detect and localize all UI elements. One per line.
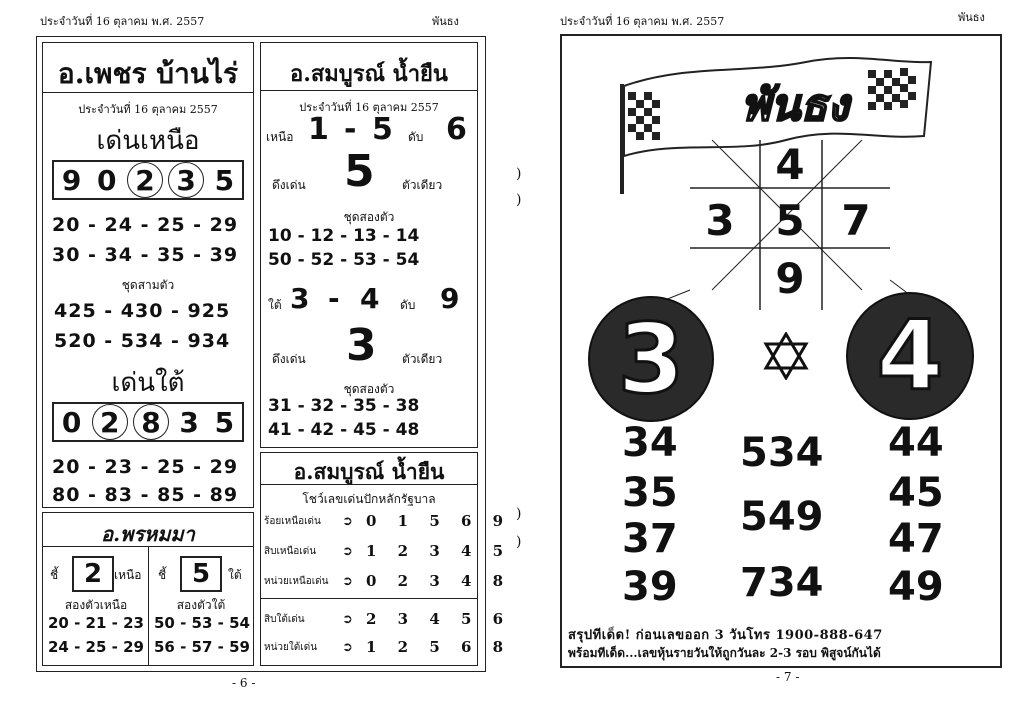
left-col-number: 34	[622, 420, 678, 466]
promma-vertical-divider	[148, 546, 149, 666]
promma-left-post: เหนือ	[114, 568, 142, 582]
col2-top-pair: 10 - 12 - 13 - 14	[268, 226, 420, 246]
grid-center: 5	[775, 196, 805, 245]
col2-top-b: 5	[372, 112, 393, 147]
mid-col-number: 549	[740, 494, 824, 540]
mid-col-number: 734	[740, 560, 824, 606]
digit: 3	[179, 405, 199, 439]
digit: 5	[214, 405, 235, 439]
mid-col-number: 534	[740, 430, 824, 476]
show-row-digits: 0 1 5 6 9	[366, 512, 512, 530]
left-header-date: ประจำวันที่ 16 ตุลาคม พ.ศ. 2557	[40, 15, 205, 28]
right-col-number: 44	[888, 420, 944, 466]
col2-top-single-post: ตัวเดียว	[402, 178, 443, 192]
col1-three-line: 425 - 430 - 925	[54, 300, 231, 322]
right-col-number: 45	[888, 470, 944, 516]
binding-mark: )	[516, 192, 522, 208]
right-col-number: 49	[888, 564, 944, 610]
col2-date: ประจำวันที่ 16 ตุลาคม 2557	[299, 101, 439, 114]
col1-title: อ.เพชร บ้านไร่	[57, 57, 239, 90]
arrow-right-icon: ➲	[342, 544, 353, 559]
show-row-label: ร้อยเหนือเด่น	[264, 516, 321, 527]
show-row-digits: 0 2 3 4 8	[366, 572, 512, 590]
grid-left: 3	[705, 196, 735, 245]
col2-title: อ.สมบูรณ์ น้ำยืน	[290, 61, 448, 87]
promma-right-post: ใต้	[228, 568, 242, 582]
show-row-label: สิบเหนือเด่น	[264, 546, 317, 557]
binding-mark: )	[516, 534, 522, 550]
col1-top-label: เด่นเหนือ	[96, 126, 200, 156]
binding-mark: )	[516, 166, 522, 182]
right-header-date: ประจำวันที่ 16 ตุลาคม พ.ศ. 2557	[560, 15, 725, 28]
right-header-brand: พันธง	[958, 11, 985, 24]
digit: 0	[61, 405, 82, 439]
show-row-label: หน่วยเหนือเด่น	[264, 576, 329, 587]
left-header-brand: พันธง	[432, 15, 459, 28]
col2-top-single-pre: ดึงเด่น	[272, 178, 306, 192]
arrow-right-icon: ➲	[342, 574, 353, 589]
digit-circled: 2	[127, 162, 163, 198]
promma-left-label: สองตัวเหนือ	[64, 598, 128, 612]
col2-top-single: 5	[344, 146, 375, 197]
col1-bottom-line: 80 - 83 - 85 - 89	[52, 484, 239, 506]
digit: 9	[61, 163, 82, 197]
col1-bottom-label: เด่นใต้	[111, 368, 185, 398]
col1-date: ประจำวันที่ 16 ตุลาคม 2557	[78, 103, 218, 116]
col2-bot-dash: -	[328, 282, 340, 315]
grid-top: 4	[775, 140, 805, 189]
left-col-number: 37	[622, 516, 678, 562]
show-row2-digits: 2 3 4 5 6	[366, 610, 512, 628]
col2-bot-c: 9	[440, 282, 460, 315]
digit-circled: 8	[133, 404, 169, 440]
digit: 5	[214, 163, 235, 197]
col2-bot-single-pre: ดึงเด่น	[272, 352, 306, 366]
arrow-right-icon: ➲	[342, 640, 353, 655]
digit: 0	[97, 163, 117, 197]
show-row-digits: 1 2 3 4 5	[366, 542, 512, 560]
show-subtitle: โชว์เลขเด่นปักหลักรัฐบาล	[302, 492, 436, 506]
promma-left-line: 20 - 21 - 23	[48, 614, 144, 632]
col2-bot-pair: 31 - 32 - 35 - 38	[268, 396, 420, 416]
promma-right-line: 50 - 53 - 54	[154, 614, 250, 632]
left-col-number: 35	[622, 470, 678, 516]
arrow-right-icon: ➲	[342, 612, 353, 627]
col2-bot-a: 3	[290, 282, 310, 315]
col1-top-line: 20 - 24 - 25 - 29	[52, 214, 239, 236]
col2-bot-pair-label: ชุดสองตัว	[343, 382, 395, 396]
col1-bottom-digits	[52, 402, 244, 442]
col1-divider	[42, 92, 254, 93]
circle-left	[588, 296, 714, 422]
col2-top-pair-label: ชุดสองตัว	[343, 210, 395, 224]
promma-right-digit: 5	[180, 556, 222, 592]
show-row2-label: หน่วยใต้เด่น	[264, 642, 318, 653]
col2-top-pre: เหนือ	[266, 130, 294, 144]
promma-title: อ.พรหมมา	[101, 522, 195, 546]
show-row2-digits: 1 2 5 6 8	[366, 638, 512, 656]
grid-right: 7	[841, 196, 871, 245]
col2-bot-single: 3	[346, 320, 377, 371]
col1-bottom-line: 20 - 23 - 25 - 29	[52, 456, 239, 478]
col2-top-dash: -	[344, 112, 357, 147]
promma-left-digit: 2	[72, 556, 114, 592]
promma-left-pre: ชี้	[50, 568, 59, 582]
promma-right-line: 56 - 57 - 59	[154, 638, 250, 656]
arrow-right-icon: ➲	[342, 514, 353, 529]
promma-right-pre: ชี้	[158, 568, 167, 582]
col2-bot-pre: ใต้	[268, 298, 282, 312]
promma-right-label: สองตัวใต้	[176, 598, 226, 612]
circle-left-digit: 3	[617, 303, 685, 415]
digit-circled: 3	[168, 162, 204, 198]
col1-three-label: ชุดสามตัว	[121, 278, 175, 292]
footer-line-1: สรุปทีเด็ด! ก่อนเลขออก 3 วันโทร 1900-888-647	[568, 628, 883, 643]
col1-top-digits	[52, 160, 244, 200]
col2-bot-pair: 41 - 42 - 45 - 48	[268, 420, 420, 440]
circle-right-digit: 4	[876, 300, 944, 412]
star-of-david-icon	[762, 332, 810, 380]
left-col-number: 39	[622, 564, 678, 610]
col2-top-mid: ดับ	[408, 130, 424, 144]
digit-circled: 2	[92, 404, 128, 440]
footer-line-2: พร้อมทีเด็ด...เลขหุ้นรายวันให้ถูกวันละ 2-3 รอบ พิสูจน์กันได้	[568, 646, 881, 660]
right-col-number: 47	[888, 516, 944, 562]
col2-top-a: 1	[308, 112, 329, 147]
circle-right	[846, 292, 974, 420]
show-divider-2	[260, 598, 478, 599]
logo-text: พันธง	[741, 80, 849, 131]
show-divider	[260, 484, 478, 485]
show-title: อ.สมบูรณ์ น้ำยืน	[293, 459, 445, 484]
show-row2-label: สิบใต้เด่น	[264, 614, 305, 625]
col2-bot-b: 4	[360, 282, 380, 315]
col2-top-pair: 50 - 52 - 53 - 54	[268, 250, 420, 270]
col1-three-line: 520 - 534 - 934	[54, 330, 231, 352]
col1-top-line: 30 - 34 - 35 - 39	[52, 244, 239, 266]
col2-divider	[260, 90, 478, 91]
left-page-number: - 6 -	[232, 676, 256, 690]
binding-mark: )	[516, 506, 522, 522]
promma-left-line: 24 - 25 - 29	[48, 638, 144, 656]
grid-bottom: 9	[775, 254, 805, 303]
col2-bot-mid: ดับ	[400, 298, 416, 312]
col2-top-c: 6	[446, 112, 467, 147]
col2-bot-single-post: ตัวเดียว	[402, 352, 443, 366]
right-page-number: - 7 -	[776, 670, 800, 684]
